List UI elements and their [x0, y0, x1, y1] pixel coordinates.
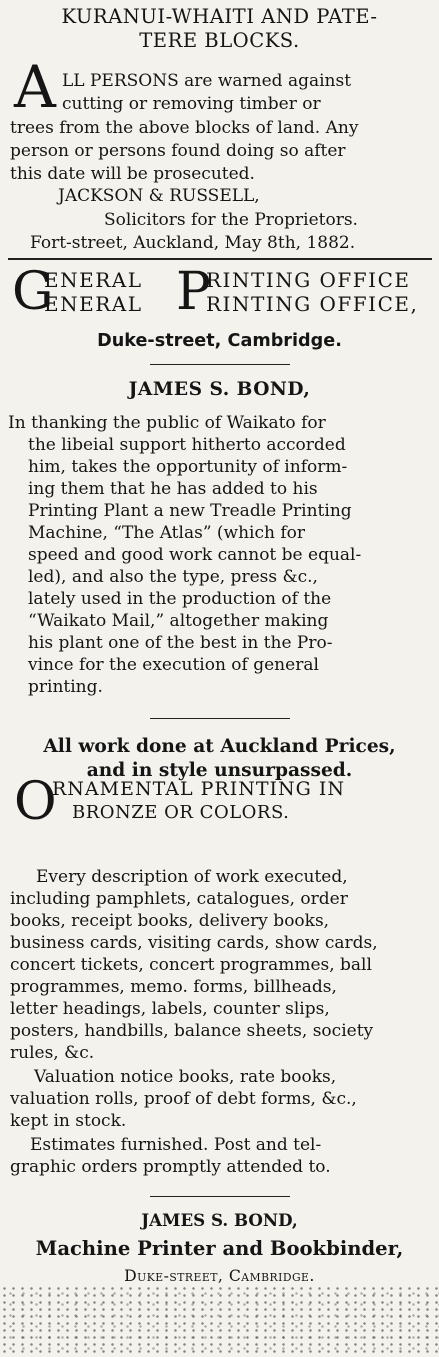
notice-body-line: LL PERSONS are warned against — [62, 71, 352, 91]
notice-signature: JACKSON & RUSSELL, — [58, 186, 260, 206]
body-line: Machine, “The Atlas” (which for — [28, 523, 306, 543]
body-line: led), and also the type, press &c., — [28, 567, 318, 587]
signature-title: Machine Printer and Bookbinder, — [35, 1236, 404, 1260]
body-line: posters, handbills, balance sheets, society — [10, 1021, 374, 1041]
body-line: business cards, visiting cards, show cards, — [10, 933, 378, 953]
notice-drop-cap: A — [14, 53, 56, 121]
notice-title-line-2: TERE BLOCKS. — [139, 28, 300, 52]
body-line: valuation rolls, proof of debt forms, &c., — [10, 1089, 357, 1109]
short-rule — [150, 1196, 290, 1197]
column-rule — [8, 258, 432, 260]
office-address: Duke-street, Cambridge. — [97, 330, 342, 351]
heading-general-1: ENERAL — [44, 268, 143, 292]
heading-cap-g: G — [12, 262, 54, 322]
notice-body-line: cutting or removing timber or — [62, 94, 321, 114]
tagline-line-2: and in style unsurpassed. — [86, 759, 353, 781]
body-line: kept in stock. — [10, 1111, 127, 1131]
short-rule — [150, 718, 290, 719]
ornamental-drop-cap: O — [14, 772, 57, 832]
body-line: speed and good work cannot be equal- — [28, 545, 362, 565]
body-line: Every description of work executed, — [36, 867, 348, 887]
body-line: graphic orders promptly attended to. — [10, 1157, 331, 1177]
proprietor-name: JAMES S. BOND, — [128, 378, 311, 400]
heading-cap-p: P — [176, 262, 211, 322]
notice-title — [0, 4, 439, 52]
body-line: printing. — [28, 677, 103, 697]
notice-body-line: person or persons found doing so after — [10, 141, 346, 161]
body-line: vince for the execution of general — [28, 655, 319, 675]
notice-body-line: this date will be prosecuted. — [10, 164, 255, 184]
heading-general-2: ENERAL — [44, 292, 143, 316]
signature-name: JAMES S. BOND, — [141, 1211, 298, 1231]
body-line: rules, &c. — [10, 1043, 95, 1063]
signature-address: Duke-street, Cambridge. — [124, 1266, 315, 1285]
body-line: letter headings, labels, counter slips, — [10, 999, 330, 1019]
print-degradation-noise — [0, 1285, 439, 1355]
body-line: programmes, memo. forms, billheads, — [10, 977, 337, 997]
notice-title-line-1: KURANUI-WHAITI AND PATE- — [61, 4, 378, 28]
printing-office-heading — [0, 262, 439, 322]
notice-body-line: trees from the above blocks of land. Any — [10, 118, 359, 138]
body-line: lately used in the production of the — [28, 589, 332, 609]
tagline-line-1: All work done at Auckland Prices, — [43, 735, 396, 757]
body-line: Valuation notice books, rate books, — [34, 1067, 337, 1087]
ornamental-heading-2: BRONZE OR COLORS. — [72, 802, 290, 823]
body-line: books, receipt books, delivery books, — [10, 911, 330, 931]
ornamental-heading-1: RNAMENTAL PRINTING IN — [52, 778, 345, 800]
heading-printing-1: RINTING OFFICE — [206, 268, 411, 292]
body-line: In thanking the public of Waikato for — [8, 413, 326, 433]
heading-printing-2: RINTING OFFICE, — [206, 292, 419, 316]
body-line: him, takes the opportunity of inform- — [28, 457, 348, 477]
notice-signature-role: Solicitors for the Proprietors. — [104, 210, 358, 230]
body-line: concert tickets, concert programmes, ball — [10, 955, 372, 975]
body-line: “Waikato Mail,” altogether making — [28, 611, 329, 631]
notice-dateline: Fort-street, Auckland, May 8th, 1882. — [30, 233, 356, 253]
body-line: Estimates furnished. Post and tel- — [30, 1135, 322, 1155]
short-rule — [150, 364, 290, 365]
tagline — [0, 734, 439, 782]
body-line: including pamphlets, catalogues, order — [10, 889, 348, 909]
body-line: ing them that he has added to his — [28, 479, 318, 499]
body-line: Printing Plant a new Treadle Printing — [28, 501, 352, 521]
body-line: his plant one of the best in the Pro- — [28, 633, 333, 653]
body-line: the libeial support hitherto accorded — [28, 435, 346, 455]
